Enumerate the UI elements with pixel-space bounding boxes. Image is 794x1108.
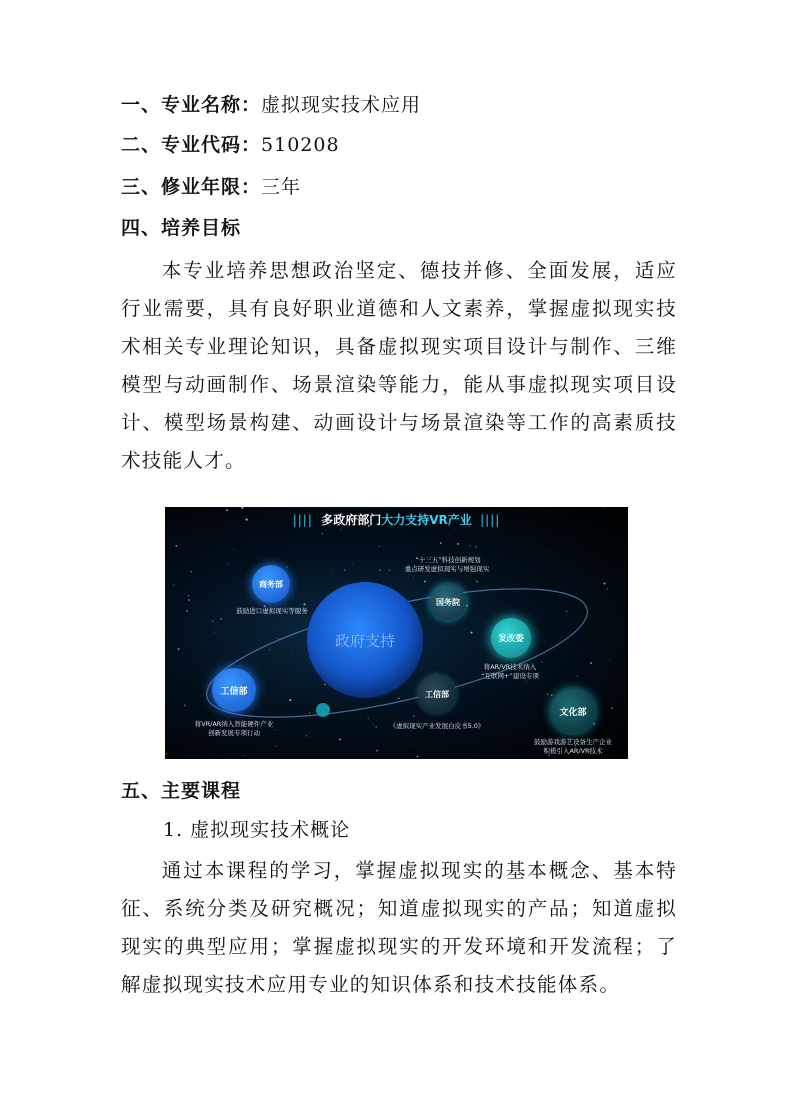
star: [322, 533, 324, 535]
caption-wenhua-1: 鼓励游戏游艺设备生产企业: [534, 738, 612, 746]
figure-title-white: 多政府部门: [321, 513, 382, 527]
section5-heading: 五、主要课程: [121, 780, 242, 802]
star: [227, 563, 228, 564]
star: [398, 697, 399, 698]
star: [476, 581, 478, 583]
star: [186, 610, 188, 612]
star: [469, 545, 471, 547]
course1-paragraph: [121, 852, 677, 1004]
caption-wenhua-2: 积极引入AR/VR技术: [543, 747, 603, 755]
star: [457, 543, 459, 545]
star: [214, 632, 215, 633]
star: [466, 605, 468, 607]
center-label: 政府支持: [334, 631, 395, 650]
star: [604, 507, 605, 508]
star: [536, 611, 537, 612]
major-name-line: [121, 93, 421, 117]
section4-paragraph: [121, 252, 677, 480]
node-guowuyuan: 国务院: [430, 584, 466, 620]
star: [579, 650, 580, 651]
star: [526, 681, 527, 682]
major-code-value: 510208: [261, 134, 340, 156]
figure-title: |||| 多政府部门大力支持VR产业 ||||: [292, 513, 501, 527]
small-dot: [316, 703, 330, 717]
star: [344, 569, 345, 570]
star: [436, 618, 437, 619]
star: [304, 603, 306, 605]
study-years-label: 三、修业年限：: [121, 176, 262, 198]
star: [389, 570, 390, 571]
star: [188, 599, 189, 600]
star: [549, 551, 550, 552]
star: [184, 704, 186, 706]
star: [178, 648, 180, 650]
star: [613, 732, 614, 733]
star: [331, 570, 332, 571]
star: [173, 584, 175, 586]
star: [309, 712, 310, 713]
star: [409, 744, 410, 745]
star: [340, 529, 341, 530]
caption-gongxin-2: 《虚拟现实产业发展白皮书5.0》: [389, 722, 485, 730]
major-code-line: [121, 133, 340, 157]
star: [424, 580, 426, 582]
star: [175, 545, 177, 547]
star: [282, 626, 283, 627]
study-years-value: 三年: [261, 176, 302, 198]
node-shangwu: 商务部: [252, 565, 290, 603]
star: [306, 735, 307, 736]
star: [607, 588, 608, 589]
star: [165, 629, 166, 630]
star: [593, 723, 595, 725]
major-name-value: 虚拟现实技术应用: [261, 94, 422, 116]
star: [577, 676, 578, 677]
star: [422, 650, 423, 651]
caption-fagaiwei-1: 将AR/VR技术纳入: [483, 663, 537, 671]
star: [566, 611, 567, 612]
node-wenhua: 文化部: [551, 689, 595, 733]
star: [202, 543, 203, 544]
caption-gongxin-1-2: 创新发展专项行动: [208, 729, 260, 737]
course1-title: 1. 虚拟现实技术概论: [163, 819, 351, 841]
star: [233, 549, 234, 550]
star: [452, 532, 453, 533]
star: [576, 593, 577, 594]
caption-fagaiwei-2: “互联网+”建设专项: [481, 672, 539, 680]
star: [413, 715, 415, 717]
star: [293, 654, 294, 655]
star: [188, 595, 189, 596]
caption-shangwu: 鼓励进口虚拟现实等服务: [236, 607, 308, 615]
node-gongxin-2: 工信部: [418, 675, 456, 713]
study-years-line: [121, 175, 301, 199]
star: [286, 566, 288, 568]
star: [250, 672, 251, 673]
star: [276, 746, 277, 747]
star: [191, 571, 192, 572]
star: [166, 753, 168, 755]
vr-policy-figure: [165, 507, 628, 759]
star: [611, 707, 613, 709]
major-code-label: 二、专业代码：: [121, 134, 262, 156]
star: [379, 546, 380, 547]
star: [241, 507, 243, 509]
caption-guowuyuan-1: “十三五”科技创新规划: [415, 556, 481, 564]
star: [418, 590, 419, 591]
star: [475, 546, 476, 547]
star: [171, 568, 172, 569]
star: [373, 724, 374, 725]
star: [289, 699, 291, 701]
star: [376, 750, 378, 752]
major-name-label: 一、专业名称：: [121, 94, 262, 116]
star: [220, 618, 222, 620]
star: [440, 542, 442, 544]
star: [194, 596, 195, 597]
star: [292, 595, 293, 596]
star: [197, 547, 198, 548]
star: [413, 577, 414, 578]
star: [379, 569, 381, 571]
section4-heading: 四、培养目标: [121, 217, 242, 239]
caption-guowuyuan-2: 重点研发虚拟现实与增强现实: [404, 565, 490, 573]
star: [547, 694, 548, 695]
star: [324, 684, 325, 685]
star: [453, 528, 454, 529]
star: [217, 589, 218, 590]
star: [375, 726, 376, 727]
node-gongxin-1: 工信部: [212, 668, 256, 712]
star: [590, 662, 592, 664]
star: [417, 756, 419, 758]
star: [610, 660, 611, 661]
star: [339, 739, 341, 741]
star: [277, 638, 278, 639]
star: [243, 755, 244, 756]
star: [470, 632, 472, 634]
star: [269, 649, 271, 651]
node-fagaiwei: 发改委: [491, 618, 531, 658]
star: [604, 583, 606, 585]
training-goal-text: 本专业培养思想政治坚定、德技并修、全面发展，适应行业需要，具有良好职业道德和人文素养，掌握虚拟现实技术相关专业理论知识，具备虚拟现实项目设计与制作、三维模型与动画制作、场景渲染等能力，能从事虚拟现实项目设计、模型场景构建、动画设计与场景渲染等工作的高素质技术技能人才。: [121, 259, 677, 472]
star: [368, 718, 369, 719]
caption-gongxin-1-1: 将VR/AR纳入智能硬件产业: [194, 720, 274, 728]
course1-description: 通过本课程的学习，掌握虚拟现实的基本概念、基本特征、系统分类及研究概况；知道虚拟现实的产品；知道虚拟现实的典型应用；掌握虚拟现实的开发环境和开发流程；了解虚拟现实技术应用专业的知识体系和技术技能体系。: [121, 859, 677, 996]
figure-title-cyan: 大力支持VR产业: [381, 513, 472, 527]
star: [257, 640, 258, 641]
star: [212, 620, 214, 622]
star: [352, 563, 353, 564]
star: [551, 694, 553, 696]
star: [531, 541, 532, 542]
